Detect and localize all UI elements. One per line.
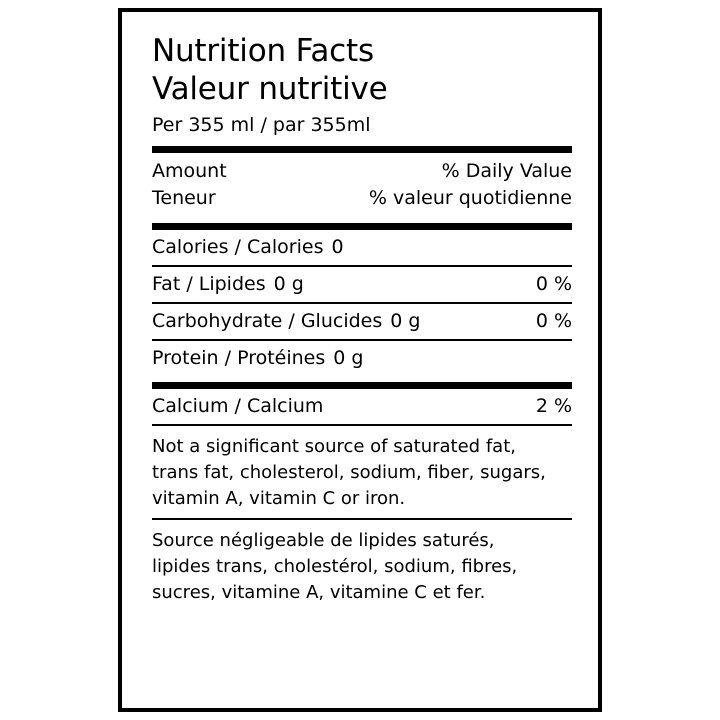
daily-value-label-en: % Daily Value [441, 160, 572, 182]
table-row [152, 341, 572, 376]
footnote-en-line-2: trans fat, cholesterol, sodium, fiber, sugars, [152, 462, 546, 483]
nutrient-amount: 0 g [390, 310, 421, 332]
daily-value-label-fr: % valeur quotidienne [368, 187, 572, 209]
nutrient-dv: 2 % [535, 395, 572, 417]
nutrient-name [152, 309, 420, 334]
footnote-french [152, 520, 572, 612]
header-line-french [152, 185, 572, 212]
nutrient-amount: 0 g [333, 347, 364, 369]
nutrient-dv: 0 % [535, 273, 572, 295]
serving-size: Per 355 ml / par 355ml [152, 114, 371, 136]
nutrition-facts-panel [118, 8, 602, 712]
table-row [152, 304, 572, 339]
table-row [152, 267, 572, 302]
amount-label-fr: Teneur [152, 187, 216, 209]
nutrient-name [152, 272, 304, 297]
column-headers [152, 153, 572, 217]
nutrient-name [152, 346, 363, 371]
amount-label-en: Amount [152, 160, 227, 182]
divider-thick-header [152, 223, 572, 230]
nutrient-label: Calcium / Calcium [152, 395, 324, 417]
nutrient-amount: 0 [331, 236, 344, 258]
nutrient-label: Carbohydrate / Glucides [152, 310, 383, 332]
nutrient-label: Calories / Calories [152, 236, 324, 258]
nutrient-label: Protein / Protéines [152, 347, 326, 369]
title-english: Nutrition Facts [152, 33, 374, 69]
footnote-fr-line-2: lipides trans, cholestérol, sodium, fibres, [152, 556, 518, 577]
divider-thick-top [152, 146, 572, 153]
table-row [152, 230, 572, 265]
footnote-en-line-3: vitamin A, vitamin C or iron. [152, 488, 406, 509]
footnote-english [152, 426, 572, 518]
footnote-en-line-1: Not a significant source of saturated fat, [152, 436, 516, 457]
header-line-english [152, 158, 572, 185]
nutrient-label: Fat / Lipides [152, 273, 266, 295]
nutrient-dv: 0 % [535, 310, 572, 332]
divider-thick-minerals [152, 382, 572, 389]
nutrient-amount: 0 g [273, 273, 304, 295]
footnote-fr-line-3: sucres, vitamine A, vitamine C et fer. [152, 582, 486, 603]
table-row [152, 389, 572, 424]
nutrient-name [152, 235, 344, 260]
title-french: Valeur nutritive [152, 71, 388, 107]
footnote-fr-line-1: Source négligeable de lipides saturés, [152, 530, 495, 551]
nutrient-name [152, 394, 331, 419]
